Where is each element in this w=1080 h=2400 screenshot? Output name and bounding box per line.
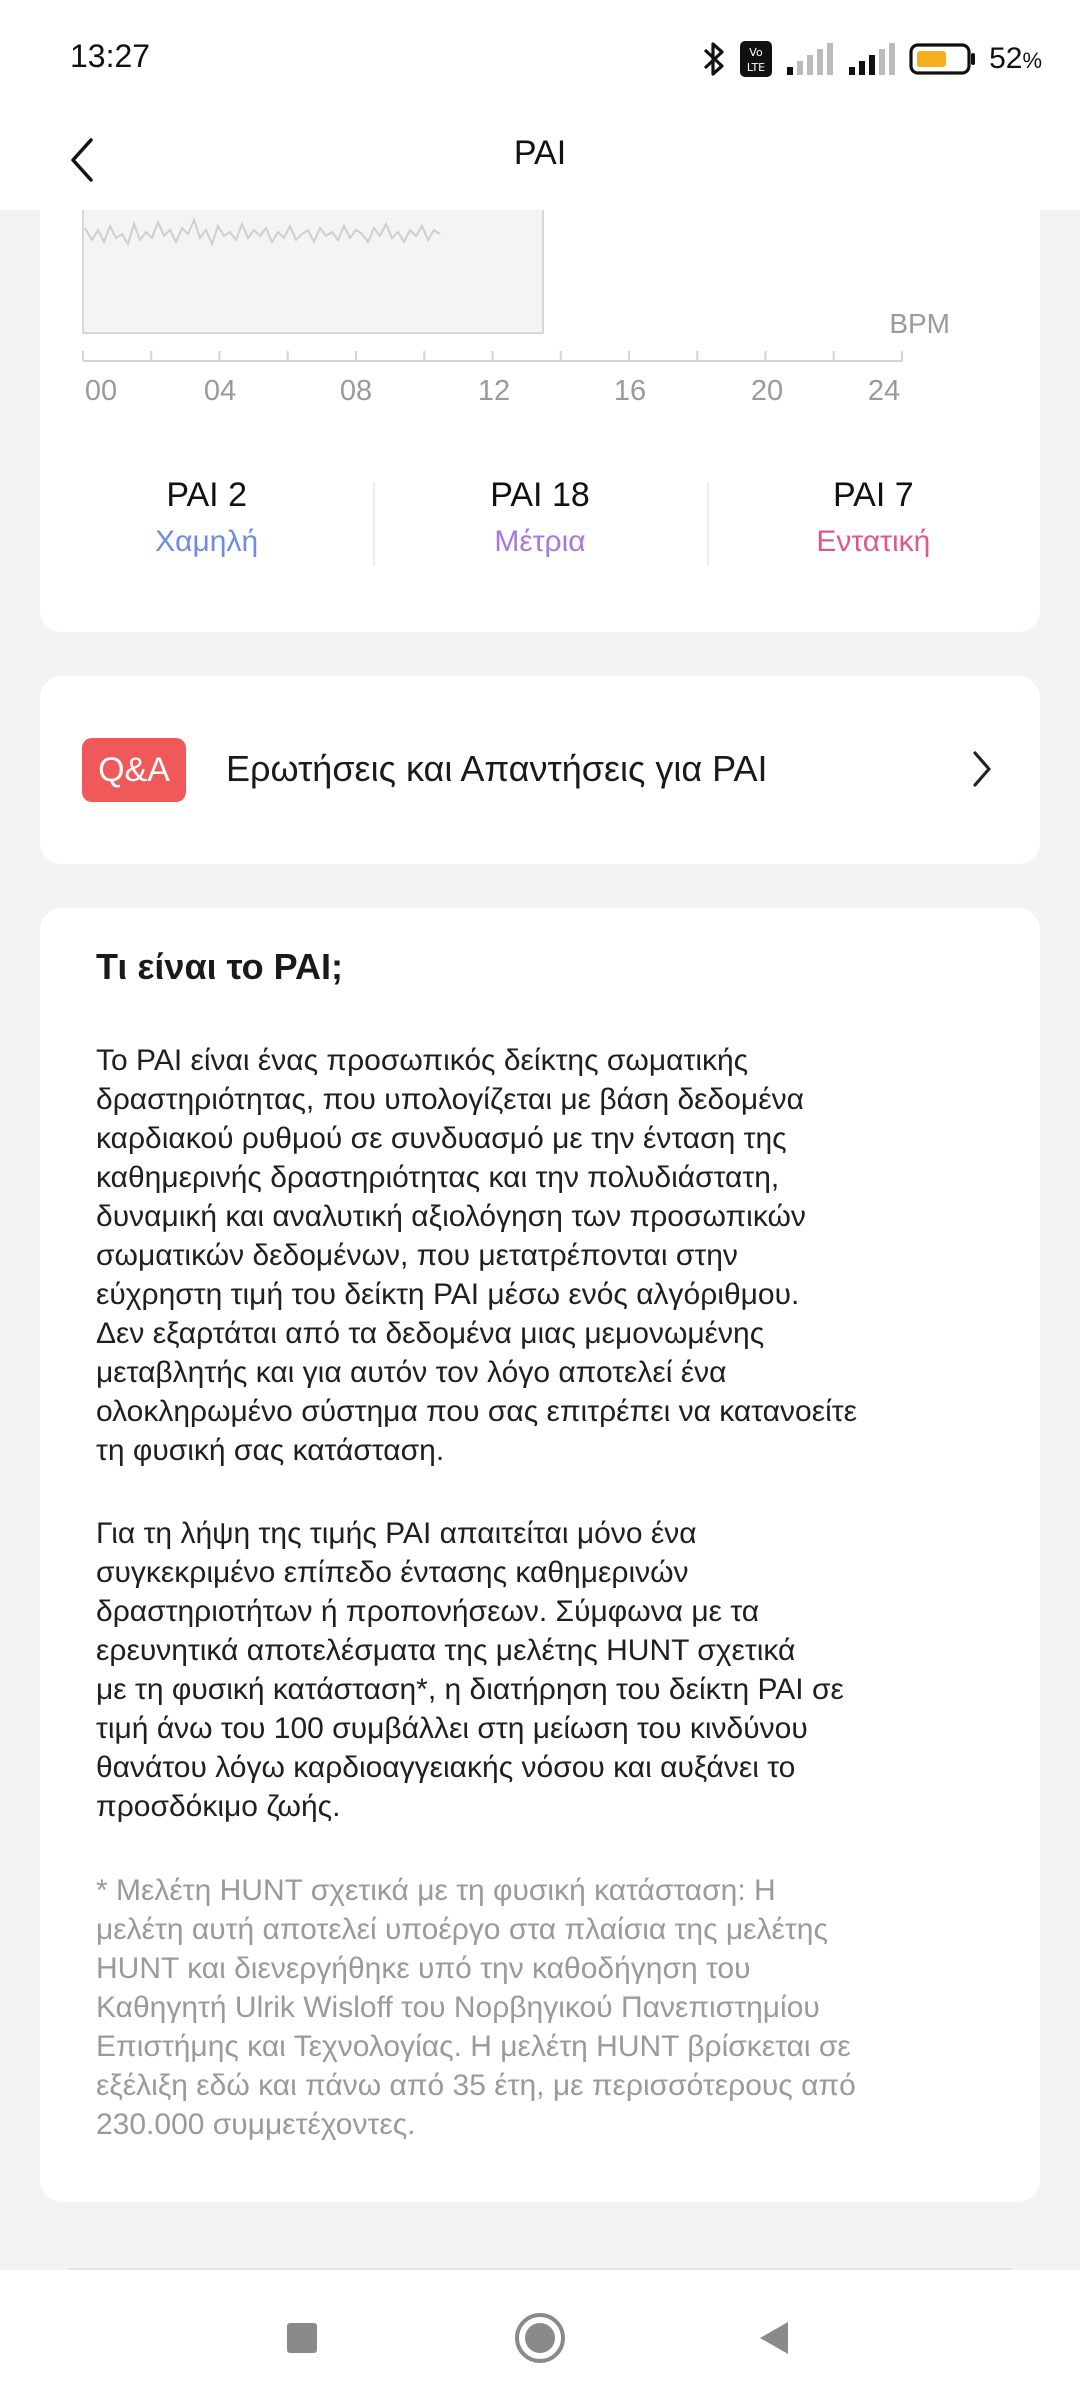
qa-card[interactable] (40, 676, 1040, 864)
chevron-right-icon (962, 746, 1002, 792)
text-line: δραστηριότητας, που υπολογίζεται με βάση δεδομένα (96, 1083, 804, 1116)
volte-icon (739, 40, 773, 78)
x-tick-label: 08 (339, 375, 373, 407)
text-line: Καθηγητή Ulrik Wisloff του Νορβηγικού Πανεπιστημίου (96, 1991, 820, 2024)
text-line: δυναμική και αναλυτική αξιολόγηση των προσωπικών (96, 1200, 806, 1233)
signal-icon (847, 41, 897, 77)
text-line: * Μελέτη HUNT σχετικά με τη φυσική κατάσταση: Η (96, 1874, 776, 1907)
x-tick-label: 04 (203, 375, 237, 407)
nav-back-button[interactable] (744, 2308, 804, 2368)
pai-summary-row (40, 470, 1040, 570)
recents-button[interactable] (272, 2308, 332, 2368)
pai-summary-high (707, 470, 1040, 570)
pai-summary-low (40, 470, 373, 570)
x-tick-label: 20 (750, 375, 784, 407)
pai-intensity-label: Μέτρια (494, 525, 586, 558)
app-header (0, 110, 1080, 210)
text-line: εύχρηστη τιμή του δείκτη PAI μέσω ενός αλγόριθμου. (96, 1278, 800, 1311)
text-line: Δεν εξαρτάται από τα δεδομένα μιας μεμονωμένης (96, 1317, 765, 1350)
triangle-back-icon (754, 2318, 794, 2358)
info-paragraph-2 (96, 1514, 996, 1826)
pai-value: PAI 2 (166, 476, 247, 514)
pai-summary-medium (373, 470, 706, 570)
text-line: 230.000 συμμετέχοντες. (96, 2108, 416, 2141)
text-line: προσδόκιμο ζωής. (96, 1790, 341, 1823)
pai-chart-card (40, 180, 1040, 632)
qa-badge: Q&A (82, 738, 186, 802)
signal-icon (785, 41, 835, 77)
text-line: σωματικών δεδομένων, που μετατρέπονται στην (96, 1239, 738, 1272)
status-bar (0, 0, 1080, 110)
bpm-unit-label: BPM (889, 308, 950, 339)
text-line: με τη φυσική κατάσταση*, η διατήρηση του δείκτη PAI σε (96, 1673, 844, 1706)
square-recents-icon (284, 2320, 320, 2356)
page-title: PAI (513, 134, 567, 172)
svg-text:LTE: LTE (746, 61, 766, 74)
info-paragraph-1 (96, 1041, 996, 1470)
svg-text:Vo: Vo (749, 46, 763, 59)
text-line: μεταβλητής και για αυτόν τον λόγο αποτελεί ένα (96, 1356, 727, 1389)
x-tick-label: 24 (867, 375, 901, 407)
pai-value: PAI 7 (833, 476, 914, 514)
text-line: θανάτου λόγω καρδιοαγγειακής νόσου και αυξάνει το (96, 1751, 796, 1784)
status-icons (701, 36, 1042, 82)
battery-percent: 52% (989, 42, 1042, 75)
pai-value: PAI 18 (490, 476, 590, 514)
bluetooth-icon (701, 39, 727, 79)
text-line: ερευνητικά αποτελέσματα της μελέτης HUNT σχετικά (96, 1634, 796, 1667)
system-nav-bar (0, 2270, 1080, 2400)
text-line: καρδιακού ρυθμού σε συνδυασμό με την ένταση της (96, 1122, 787, 1155)
info-title: Τι είναι το PAI; (96, 946, 343, 987)
x-tick-label: 12 (477, 375, 511, 407)
x-tick-label: 16 (613, 375, 647, 407)
pai-intensity-label: Χαμηλή (155, 525, 259, 558)
text-line: ολοκληρωμένο σύστημα που σας επιτρέπει να κατανοείτε (96, 1395, 857, 1428)
text-line: Επιστήμης και Τεχνολογίας. Η μελέτη HUNT βρίσκεται σε (96, 2030, 851, 2063)
text-line: τη φυσική σας κατάσταση. (96, 1434, 445, 1467)
text-line: μελέτη αυτή αποτελεί υποέργο στα πλαίσια της μελέτης (96, 1913, 828, 1946)
text-line: εξέλιξη εδώ και πάνω από 35 έτη, με περισσότερους από (96, 2069, 856, 2102)
text-line: Για τη λήψη της τιμής PAI απαιτείται μόνο ένα (96, 1517, 697, 1550)
circle-home-icon (513, 2311, 567, 2365)
status-time: 13:27 (70, 38, 151, 74)
x-tick-label: 00 (84, 375, 118, 407)
text-line: Το PAI είναι ένας προσωπικός δείκτης σωματικής (96, 1044, 749, 1077)
qa-link-text: Ερωτήσεις και Απαντήσεις για PAI (226, 748, 768, 789)
text-line: HUNT και διενεργήθηκε υπό την καθοδήγηση του (96, 1952, 751, 1985)
text-line: καθημερινής δραστηριότητας και την πολυδιάστατη, (96, 1161, 780, 1194)
text-line: τιμή άνω του 100 συμβάλλει στη μείωση του κινδύνου (96, 1712, 808, 1745)
home-button[interactable] (510, 2308, 570, 2368)
pai-intensity-label: Εντατική (816, 525, 931, 558)
text-line: δραστηριοτήτων ή προπονήσεων. Σύμφωνα με τα (96, 1595, 760, 1628)
what-is-pai-card (40, 908, 1040, 2202)
battery-icon (909, 42, 977, 76)
text-line: συγκεκριμένο επίπεδο έντασης καθημερινών (96, 1556, 689, 1589)
hunt-study-footnote (96, 1871, 996, 2144)
